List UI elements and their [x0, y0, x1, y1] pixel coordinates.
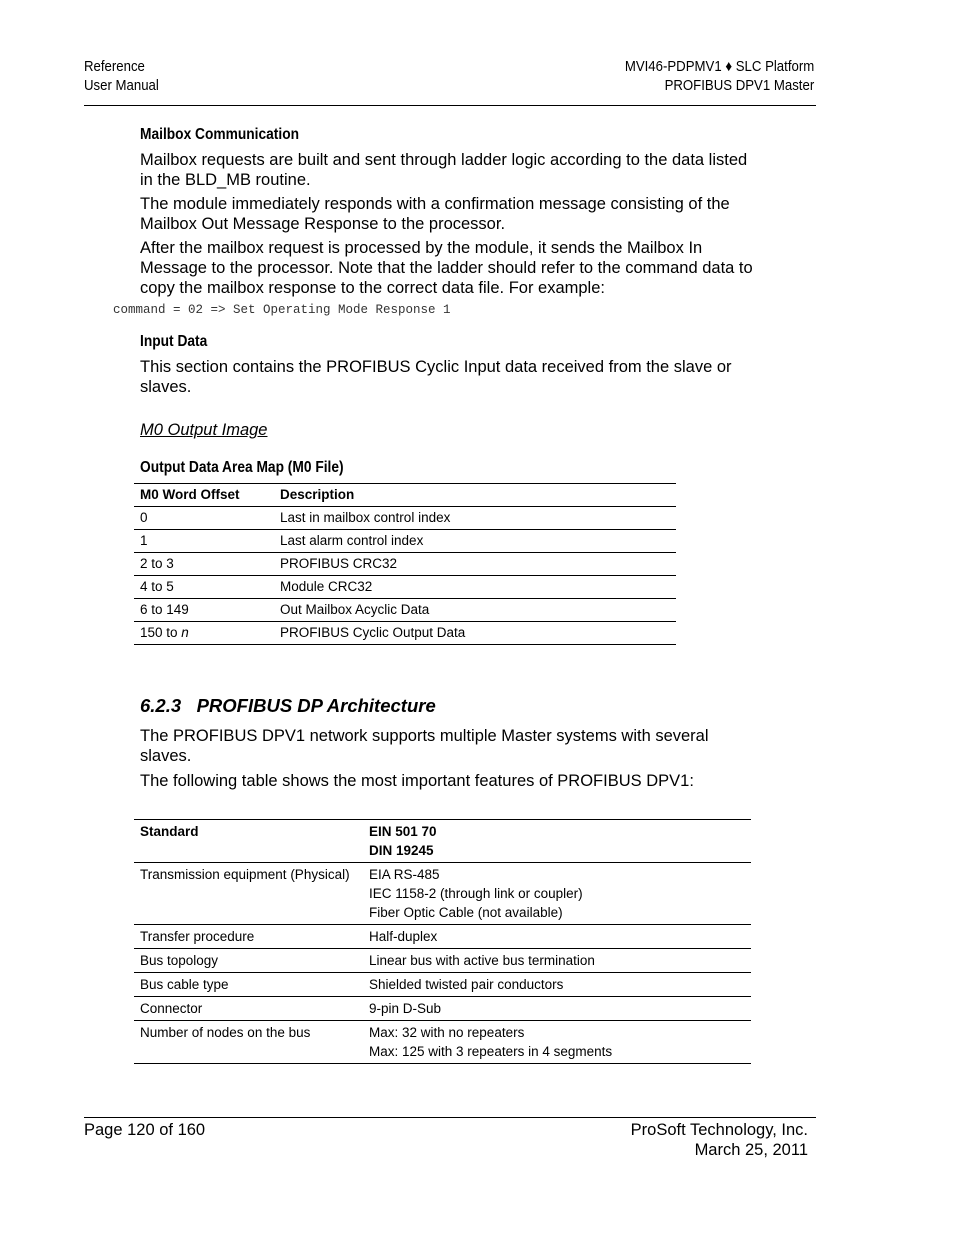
publication-date: March 25, 2011: [694, 1141, 808, 1159]
header-right: [625, 57, 814, 95]
column-header: M0 Word Offset: [140, 487, 240, 502]
description-cell: Last alarm control index: [280, 533, 424, 548]
m0-subheading: M0 Output Image: [140, 421, 268, 439]
offset-cell: 2 to 3: [140, 556, 174, 571]
description-cell: PROFIBUS Cyclic Output Data: [280, 625, 466, 640]
offset-cell: 0: [140, 510, 148, 525]
offset-prefix: 150 to: [140, 625, 182, 640]
m0-table-title: Output Data Area Map (M0 File): [140, 459, 344, 476]
table-row: [134, 949, 751, 973]
mailbox-para-2: The module immediately responds with a confirmation message consisting of the Mailbox Out Message Response to the processor.: [140, 195, 730, 233]
mailbox-para-1: Mailbox requests are built and sent through ladder logic according to the data listed in the BLD_MB routine.: [140, 151, 748, 189]
input-data-para: This section contains the PROFIBUS Cyclic Input data received from the slave or slaves.: [140, 358, 732, 396]
architecture-para-1: The PROFIBUS DPV1 network supports multiple Master systems with several slaves.: [140, 727, 709, 765]
feature-value: Linear bus with active bus termination: [369, 953, 595, 968]
feature-value: Shielded twisted pair conductors: [369, 977, 564, 992]
standard-value-line: DIN 19245: [369, 843, 434, 858]
feature-value: [363, 1021, 751, 1064]
architecture-para-2: The following table shows the most important features of PROFIBUS DPV1:: [140, 772, 694, 790]
table-row: [134, 925, 751, 949]
feature-value: 9-pin D-Sub: [369, 1001, 442, 1016]
description-cell: PROFIBUS CRC32: [280, 556, 398, 571]
table-row: [134, 599, 676, 622]
offset-cell: [134, 622, 274, 645]
header-product: MVI46-PDPMV1 ♦ SLC Platform: [624, 58, 814, 75]
feature-value: [363, 863, 751, 925]
feature-value: Half-duplex: [369, 929, 438, 944]
mailbox-para-3: After the mailbox request is processed by the module, it sends the Mailbox In Message to the processor. Note that the ladder should refer to the command data to copy the mailbox response to the correct data file. For example:: [140, 239, 753, 297]
table-row: [134, 507, 676, 530]
standard-label: Standard: [140, 824, 199, 839]
table-row: [134, 553, 676, 576]
standard-value: [363, 820, 751, 863]
standard-value-line: EIN 501 70: [369, 824, 437, 839]
column-header: Description: [280, 487, 355, 502]
feature-label: Transmission equipment (Physical): [140, 867, 350, 882]
page-number: Page 120 of 160: [84, 1121, 206, 1139]
feature-label: Connector: [140, 1001, 203, 1016]
feature-value-line: Max: 125 with 3 repeaters in 4 segments: [369, 1044, 613, 1059]
table-row: [134, 576, 676, 599]
feature-label: Bus topology: [140, 953, 219, 968]
offset-cell: 1: [140, 533, 148, 548]
table-row: [134, 863, 751, 925]
table-row: [134, 622, 676, 645]
feature-label: Bus cable type: [140, 977, 229, 992]
features-table: [134, 819, 751, 1064]
header-product-sub: PROFIBUS DPV1 Master: [664, 77, 814, 94]
feature-label: Transfer procedure: [140, 929, 255, 944]
offset-variable: n: [181, 625, 189, 640]
footer-divider: [84, 1117, 816, 1118]
mailbox-heading: Mailbox Communication: [140, 126, 300, 143]
input-data-heading: Input Data: [140, 333, 208, 350]
feature-value-line: Max: 32 with no repeaters: [369, 1025, 525, 1040]
company-name: ProSoft Technology, Inc.: [630, 1121, 808, 1139]
header-left: [84, 57, 159, 95]
m0-output-table: [134, 483, 676, 645]
feature-label: Number of nodes on the bus: [140, 1025, 311, 1040]
description-cell: Module CRC32: [280, 579, 373, 594]
feature-value-line: IEC 1158-2 (through link or coupler): [369, 886, 583, 901]
section-heading: 6.2.3 PROFIBUS DP Architecture: [140, 695, 436, 716]
offset-cell: 4 to 5: [140, 579, 174, 594]
table-header-row: [134, 820, 751, 863]
footer-right: [631, 1120, 808, 1160]
description-cell: Last in mailbox control index: [280, 510, 451, 525]
header-section: Reference: [84, 58, 145, 75]
table-row: [134, 997, 751, 1021]
table-header-row: [134, 484, 676, 507]
header-divider: [84, 105, 816, 106]
description-cell: Out Mailbox Acyclic Data: [280, 602, 430, 617]
feature-value-line: EIA RS-485: [369, 867, 440, 882]
code-example: command = 02 => Set Operating Mode Response 1: [113, 303, 451, 317]
table-row: [134, 1021, 751, 1064]
header-doc-type: User Manual: [84, 77, 159, 94]
feature-value-line: Fiber Optic Cable (not available): [369, 905, 563, 920]
table-row: [134, 530, 676, 553]
offset-cell: 6 to 149: [140, 602, 189, 617]
table-row: [134, 973, 751, 997]
